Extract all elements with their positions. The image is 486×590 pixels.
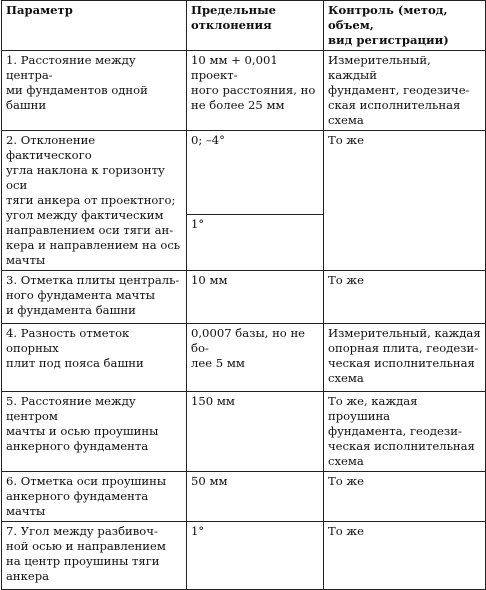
row-tolerance: 0,0007 базы, но не бо- лее 5 мм <box>187 324 324 392</box>
row-param: 5. Расстояние между центром мачты и осью проушины анкерного фундамента <box>2 392 187 472</box>
row-control: Измерительный, каждая опорная плита, геодези- ческая исполнительная схема <box>324 324 486 392</box>
row-control: То же, каждая проушина фундамента, геодези- ческая исполнительная схема <box>324 392 486 472</box>
row-param: 7. Угол между разбивоч- ной осью и направлением на центр проушины тяги анкера <box>2 522 187 590</box>
row-tolerance: 150 мм <box>187 392 324 472</box>
row-param: 2. Отклонение фактического угла наклона к горизонту оси тяги анкера от проектного; угол между фактическим направлением оси тяги ан- кера и направлением на ось мачты <box>2 131 187 271</box>
table-row <box>2 51 486 131</box>
header-control: Контроль (метод, объем, вид регистрации) <box>324 1 486 51</box>
header-row <box>2 1 486 51</box>
row-control: Измерительный, каждый фундамент, геодезиче- ская исполнительная схема <box>324 51 486 131</box>
row-tolerance: 10 мм + 0,001 проект- ного расстояния, но не более 25 мм <box>187 51 324 131</box>
row-control: То же <box>324 522 486 590</box>
table-row <box>2 472 486 522</box>
table-row <box>2 392 486 472</box>
row-param: 3. Отметка плиты централь- ного фундамента мачты и фундамента башни <box>2 271 187 324</box>
header-tolerance: Предельные отклонения <box>187 1 324 51</box>
row-param: 1. Расстояние между центра- ми фундаментов одной башни <box>2 51 187 131</box>
table-row <box>2 324 486 392</box>
row-control: То же <box>324 472 486 522</box>
table-row <box>2 271 486 324</box>
row-param: 4. Разность отметок опорных плит под пояса башни <box>2 324 187 392</box>
row-tolerance: 50 мм <box>187 472 324 522</box>
table-row <box>2 131 486 215</box>
table-row <box>2 522 486 590</box>
row-control: То же <box>324 271 486 324</box>
row-tolerance: 10 мм <box>187 271 324 324</box>
tolerance-table <box>1 0 486 590</box>
row-tolerance: 1° <box>187 522 324 590</box>
header-param: Параметр <box>2 1 187 51</box>
row-tolerance: 0; –4° <box>187 131 324 215</box>
row-tolerance: 1° <box>187 215 324 271</box>
row-param: 6. Отметка оси проушины анкерного фундамента мачты <box>2 472 187 522</box>
row-control: То же <box>324 131 486 271</box>
